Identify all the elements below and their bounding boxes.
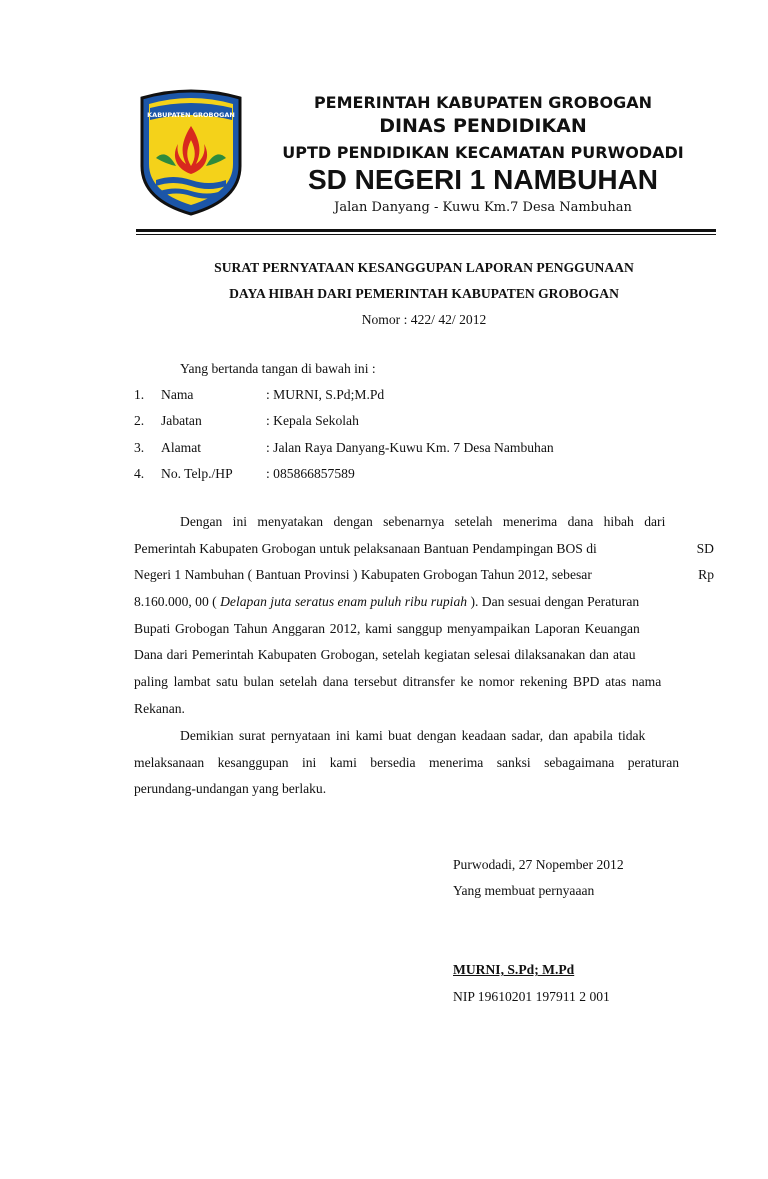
header-address: Jalan Danyang - Kuwu Km.7 Desa Nambuhan <box>334 200 632 215</box>
statement-paragraph <box>134 509 714 723</box>
identity-value: : Jalan Raya Danyang-Kuwu Km. 7 Desa Nambuhan <box>266 440 554 455</box>
identity-number: 1. <box>134 387 145 402</box>
logo-banner-text: KABUPATEN GROBOGAN <box>147 111 235 119</box>
paragraph-text: melaksanaan kesanggupan ini kami bersedia menerima sanksi sebagaimana peraturan <box>134 754 680 770</box>
identity-label: No. Telp./HP <box>161 466 233 481</box>
paragraph-line <box>134 750 714 777</box>
paragraph-line <box>134 669 714 696</box>
paragraph-line <box>134 562 714 589</box>
header-rule-thin <box>136 234 716 235</box>
paragraph-text: 8.160.000, 00 ( <box>134 594 221 610</box>
header-rule-thick <box>136 229 716 232</box>
paragraph-text: Rekanan. <box>134 700 185 716</box>
paragraph-line <box>134 589 714 616</box>
paragraph-line <box>134 509 714 536</box>
paragraph-text: Dengan ini menyatakan dengan sebenarnya setelah menerima dana hibah dari <box>180 514 666 529</box>
header-government: PEMERINTAH KABUPATEN GROBOGAN <box>313 93 653 112</box>
identity-value: : 085866857589 <box>266 466 355 481</box>
paragraph-text: Rp <box>698 567 714 583</box>
intro-text: Yang bertanda tangan di bawah ini : <box>180 361 376 376</box>
identity-number: 4. <box>134 466 145 481</box>
paragraph-text: Bupati Grobogan Tahun Anggaran 2012, kami sanggup menyampaikan Laporan Keuangan <box>134 620 640 636</box>
identity-number: 2. <box>134 413 145 428</box>
identity-number: 3. <box>134 440 145 455</box>
signature-place-date: Purwodadi, 27 Nopember 2012 <box>453 857 624 872</box>
paragraph-text: paling lambat satu bulan setelah dana tersebut ditransfer ke nomor rekening BPD atas nama <box>134 674 662 690</box>
letter-title-line2: DAYA HIBAH DARI PEMERINTAH KABUPATEN GROBOGAN <box>229 286 619 301</box>
paragraph-line <box>134 536 714 563</box>
paragraph-text: SD <box>696 540 714 556</box>
paragraph-text: Pemerintah Kabupaten Grobogan untuk pelaksanaan Bantuan Pendampingan BOS di <box>134 540 597 556</box>
signature-role: Yang membuat pernyaaan <box>453 883 595 898</box>
signatory-name: MURNI, S.Pd; M.Pd <box>453 962 575 977</box>
header-school-name: SD NEGERI 1 NAMBUHAN <box>307 164 659 195</box>
identity-label: Nama <box>161 387 194 402</box>
identity-label: Alamat <box>161 440 202 455</box>
grobogan-coat-of-arms-logo <box>136 88 246 218</box>
paragraph-line <box>134 723 714 750</box>
paragraph-line <box>134 696 714 723</box>
signatory-nip: NIP 19610201 197911 2 001 <box>453 989 610 1004</box>
paragraph-text: Dana dari Pemerintah Kabupaten Grobogan, setelah kegiatan selesai dilaksanakan dan atau <box>134 647 636 663</box>
identity-value: : Kepala Sekolah <box>266 413 359 428</box>
amount-in-words: Delapan juta seratus enam puluh ribu rupiah <box>220 594 468 610</box>
header-uptd: UPTD PENDIDIKAN KECAMATAN PURWODADI <box>282 143 684 162</box>
paragraph-line <box>134 776 714 803</box>
paragraph-text: ). Dan sesuai dengan Peraturan <box>467 594 640 610</box>
letter-number: Nomor : 422/ 42/ 2012 <box>361 312 487 327</box>
paragraph-line <box>134 642 714 669</box>
paragraph-text: Demikian surat pernyataan ini kami buat dengan keadaan sadar, dan apabila tidak <box>180 728 646 743</box>
paragraph-text: perundang-undangan yang berlaku. <box>134 781 327 797</box>
paragraph-line <box>134 616 714 643</box>
letter-title-line1: SURAT PERNYATAAN KESANGGUPAN LAPORAN PENGGUNAAN <box>214 260 634 275</box>
identity-value: : MURNI, S.Pd;M.Pd <box>266 387 385 402</box>
identity-label: Jabatan <box>161 413 202 428</box>
closing-paragraph <box>134 723 714 803</box>
header-department: DINAS PENDIDIKAN <box>379 115 587 137</box>
paragraph-text: Negeri 1 Nambuhan ( Bantuan Provinsi ) Kabupaten Grobogan Tahun 2012, sebesar <box>134 567 592 583</box>
